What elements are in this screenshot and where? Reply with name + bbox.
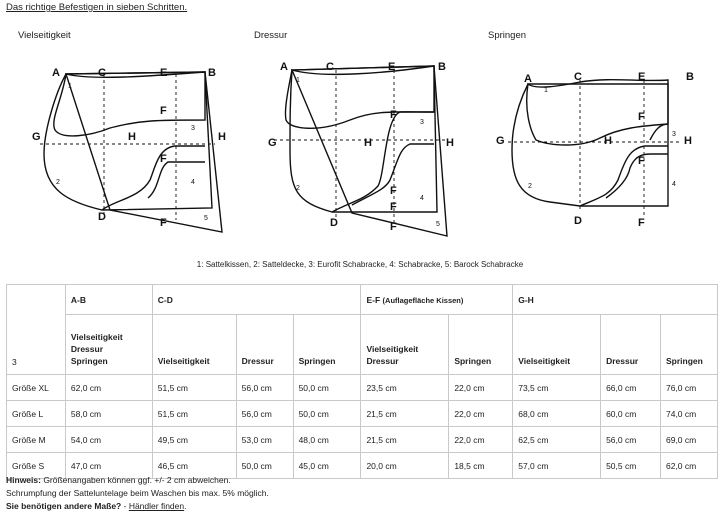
cell-c-d-springen: 45,0 cm: [293, 453, 361, 479]
layer-number-5: 5: [204, 215, 208, 222]
point-c: C: [326, 61, 334, 73]
outline-layer-4b: [606, 154, 668, 198]
cell-e-f-vielseitigkeit-dressur: 21,5 cm: [361, 401, 449, 427]
cell-g-h-springen: 74,0 cm: [660, 401, 717, 427]
cell-c-d-springen: 48,0 cm: [293, 427, 361, 453]
layer-number-1: 1: [68, 83, 72, 90]
period: .: [184, 501, 187, 511]
point-f-bottom: F: [390, 221, 397, 233]
layer-number-2: 2: [528, 183, 532, 190]
cell-e-f-vielseitigkeit-dressur: 21,5 cm: [361, 427, 449, 453]
outline-layer-2: [512, 84, 668, 206]
point-f-mid: F: [390, 185, 397, 197]
group-g-h: G-H: [513, 285, 718, 315]
cell-g-h-springen: 62,0 cm: [660, 453, 717, 479]
cell-g-h-vielseitigkeit: 57,0 cm: [513, 453, 601, 479]
corner-cell: 3: [7, 285, 66, 375]
cell-g-h-dressur: 56,0 cm: [601, 427, 661, 453]
shrink-line: Schrumpfung der Satteluntelage beim Waschen bis max. 5% möglich.: [6, 488, 269, 498]
layer-number-3: 3: [672, 131, 676, 138]
diagram-title-dressur: Dressur: [254, 30, 288, 41]
subheader-c-d-springen: Springen: [293, 315, 361, 375]
diagram-title-vielseitigkeit: Vielseitigkeit: [18, 30, 71, 41]
cell-e-f-vielseitigkeit-dressur: 23,5 cm: [361, 375, 449, 401]
table-header-disciplines: [7, 315, 718, 375]
subheader-c-d-vielseitigkeit: Vielseitigkeit: [152, 315, 236, 375]
size-label: Größe M: [7, 427, 66, 453]
layer-number-3: 3: [191, 125, 195, 132]
point-e: E: [388, 61, 396, 73]
point-f-upper: F: [638, 111, 645, 123]
layer-number-4: 4: [191, 179, 195, 186]
dealer-line: [6, 500, 269, 513]
point-d: D: [98, 211, 106, 223]
layer-number-3: 3: [420, 119, 424, 126]
outline-layer-5: [292, 66, 447, 236]
diagram-caption: 1: Sattelkissen, 2: Satteldecke, 3: Eurofit Schabracke, 4: Schabracke, 5: Barock Schabracke: [196, 260, 524, 269]
dash: -: [121, 501, 129, 511]
cell-c-d-vielseitigkeit: 46,5 cm: [152, 453, 236, 479]
cell-e-f-springen: 22,0 cm: [449, 427, 513, 453]
cell-a-b: 47,0 cm: [65, 453, 152, 479]
cell-c-d-dressur: 56,0 cm: [236, 375, 293, 401]
size-label: Größe L: [7, 401, 66, 427]
hint-label: Hinweis:: [6, 475, 41, 485]
cell-c-d-dressur: 56,0 cm: [236, 401, 293, 427]
outline-layer-1: [285, 66, 434, 128]
table-row: [7, 375, 718, 401]
cell-c-d-dressur: 50,0 cm: [236, 453, 293, 479]
cell-g-h-dressur: 50,5 cm: [601, 453, 661, 479]
subheader-c-d-dressur: Dressur: [236, 315, 293, 375]
cell-a-b: 58,0 cm: [65, 401, 152, 427]
point-g: G: [496, 135, 505, 147]
diagram-title-springen: Springen: [488, 30, 527, 41]
point-e: E: [638, 71, 646, 83]
diagram-dressur: [240, 50, 480, 250]
group-c-d: C-D: [152, 285, 361, 315]
cell-g-h-vielseitigkeit: 68,0 cm: [513, 401, 601, 427]
point-e: E: [160, 67, 168, 79]
point-f-lower: F: [390, 201, 397, 213]
point-h-right: H: [218, 131, 226, 143]
cell-e-f-springen: 18,5 cm: [449, 453, 513, 479]
subheader-g-h-dressur: Dressur: [601, 315, 661, 375]
layer-number-4: 4: [420, 195, 424, 202]
hint-line: [6, 474, 269, 487]
outline-layer-4: [102, 146, 205, 210]
diagram-vielseitigkeit: [0, 50, 240, 250]
cell-a-b: 62,0 cm: [65, 375, 152, 401]
point-g: G: [32, 131, 41, 143]
table-header-groups: [7, 285, 718, 315]
cell-e-f-vielseitigkeit-dressur: 20,0 cm: [361, 453, 449, 479]
point-f-lower: F: [638, 155, 645, 167]
cell-g-h-vielseitigkeit: 73,5 cm: [513, 375, 601, 401]
cell-c-d-vielseitigkeit: 51,5 cm: [152, 401, 236, 427]
subheader-a-b: Vielseitigkeit Dressur Springen: [65, 315, 152, 375]
cell-e-f-springen: 22,0 cm: [449, 401, 513, 427]
layer-number-5: 5: [436, 221, 440, 228]
size-label: Größe S: [7, 453, 66, 479]
cell-c-d-springen: 50,0 cm: [293, 375, 361, 401]
cell-c-d-springen: 50,0 cm: [293, 401, 361, 427]
point-h-right: H: [446, 137, 454, 149]
point-c: C: [98, 67, 106, 79]
table-row: [7, 401, 718, 427]
point-b: B: [208, 67, 216, 79]
group-a-b: A-B: [65, 285, 152, 315]
point-h-right: H: [684, 135, 692, 147]
point-f-lower: F: [160, 153, 167, 165]
outline-layer-3: [650, 124, 668, 140]
diagram-springen: [480, 50, 720, 250]
dealer-finder-link[interactable]: Händler finden: [128, 501, 185, 511]
cell-g-h-springen: 69,0 cm: [660, 427, 717, 453]
cell-e-f-springen: 22,0 cm: [449, 375, 513, 401]
size-label: Größe XL: [7, 375, 66, 401]
point-h-center: H: [364, 137, 372, 149]
layer-number-2: 2: [56, 179, 60, 186]
point-f-bottom: F: [160, 217, 167, 229]
layer-number-1: 1: [544, 87, 548, 94]
point-a: A: [280, 61, 288, 73]
outline-layer-3: [148, 162, 205, 198]
hint-text: Größenangaben können ggf. +/- 2 cm abweichen.: [40, 475, 231, 485]
subheader-g-h-vielseitigkeit: Vielseitigkeit: [513, 315, 601, 375]
layer-number-4: 4: [672, 181, 676, 188]
point-b: B: [686, 71, 694, 83]
size-table: [6, 284, 718, 479]
cell-a-b: 54,0 cm: [65, 427, 152, 453]
point-a: A: [524, 73, 532, 85]
layer-number-1: 1: [296, 77, 300, 84]
point-d: D: [330, 217, 338, 229]
table-row: [7, 427, 718, 453]
point-h-center: H: [128, 131, 136, 143]
cell-g-h-dressur: 60,0 cm: [601, 401, 661, 427]
layer-number-2: 2: [296, 185, 300, 192]
point-a: A: [52, 67, 60, 79]
cell-c-d-dressur: 53,0 cm: [236, 427, 293, 453]
point-f-upper: F: [390, 109, 397, 121]
point-h-center: H: [604, 135, 612, 147]
outline-layer-4: [580, 146, 668, 206]
notes-block: [6, 474, 269, 513]
subheader-e-f-springen: Springen: [449, 315, 513, 375]
point-b: B: [438, 61, 446, 73]
cell-c-d-vielseitigkeit: 51,5 cm: [152, 375, 236, 401]
group-e-f: E-F (Auflagefläche Kissen): [361, 285, 513, 315]
outline-layer-4: [332, 112, 434, 212]
point-d: D: [574, 215, 582, 227]
point-f-bottom: F: [638, 217, 645, 229]
cell-g-h-dressur: 66,0 cm: [601, 375, 661, 401]
page-heading: Das richtige Befestigen in sieben Schritten.: [6, 2, 188, 13]
outline-layer-1: [54, 72, 205, 136]
cell-c-d-vielseitigkeit: 49,5 cm: [152, 427, 236, 453]
question-text: Sie benötigen andere Maße?: [6, 501, 122, 511]
subheader-e-f-vielseitigkeit-dressur: Vielseitigkeit Dressur: [361, 315, 449, 375]
point-g: G: [268, 137, 277, 149]
cell-g-h-springen: 76,0 cm: [660, 375, 717, 401]
point-c: C: [574, 71, 582, 83]
point-f-upper: F: [160, 105, 167, 117]
subheader-g-h-springen: Springen: [660, 315, 717, 375]
cell-g-h-vielseitigkeit: 62,5 cm: [513, 427, 601, 453]
